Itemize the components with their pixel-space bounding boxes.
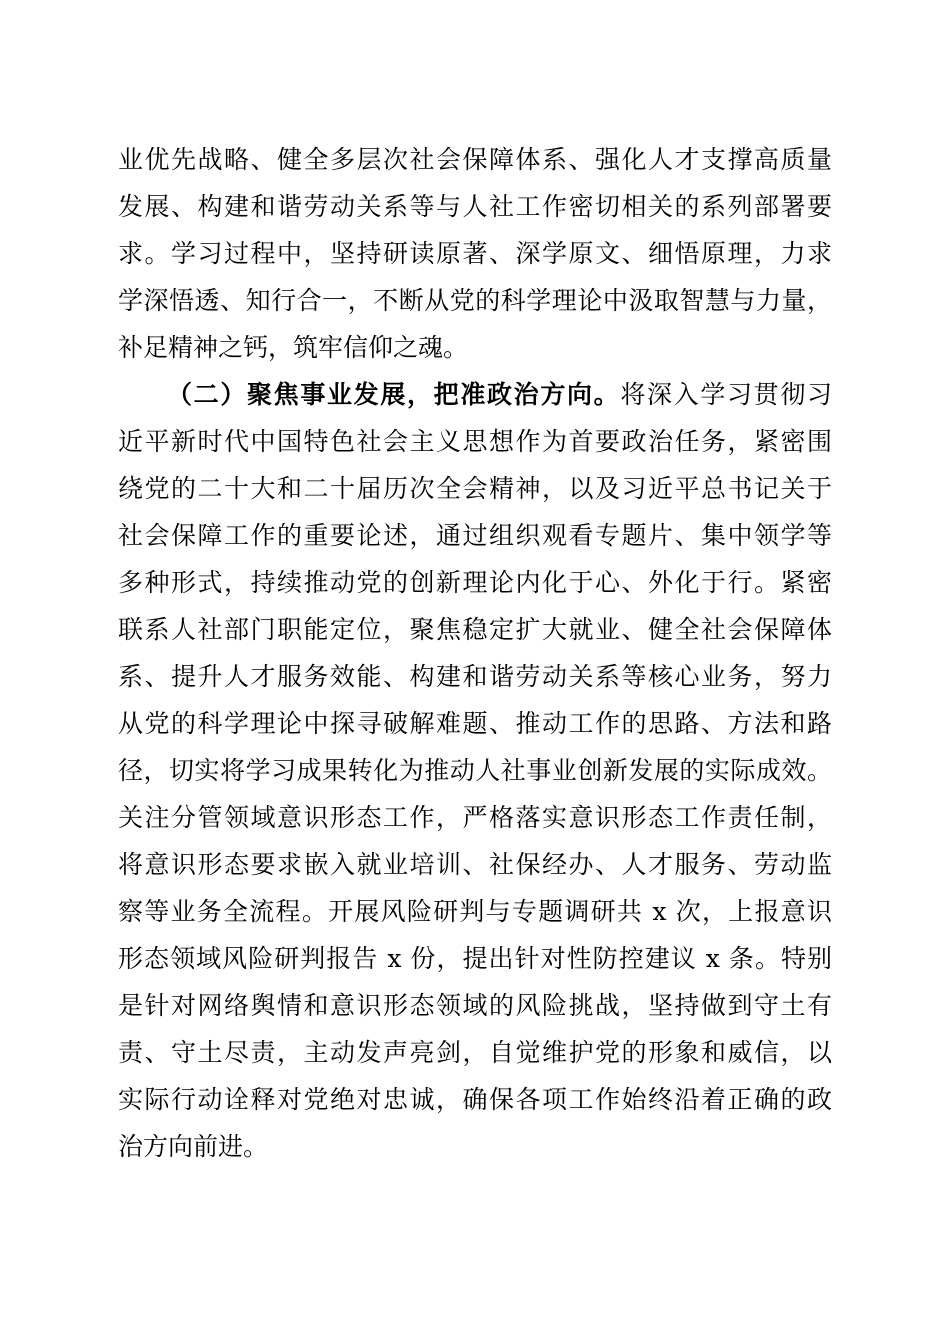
text-line: 求。学习过程中，坚持研读原著、深学原文、细悟原理，力求: [118, 239, 832, 268]
text-line: 径，切实将学习成果转化为推动人社事业创新发展的实际成效。: [118, 756, 832, 785]
paragraph-2: [118, 371, 832, 1170]
section-heading: （二）聚焦事业发展，把准政治方向。: [167, 380, 621, 409]
text-line: 联系人社部门职能定位，聚焦稳定扩大就业、健全社会保障体: [118, 615, 832, 644]
text-line: 学深悟透、知行合一，不断从党的科学理论中汲取智慧与力量，: [118, 286, 832, 315]
heading-line: [118, 371, 832, 418]
text-line: 系、提升人才服务效能、构建和谐劳动关系等核心业务，努力: [118, 662, 832, 691]
paragraph-1: [118, 136, 832, 371]
document-page: [118, 136, 832, 1170]
text-line: 是针对网络舆情和意识形态领域的风险挑战，坚持做到守土有: [118, 991, 832, 1020]
text-line: 将意识形态要求嵌入就业培训、社保经办、人才服务、劳动监: [118, 850, 832, 879]
text-line: 关注分管领域意识形态工作，严格落实意识形态工作责任制，: [118, 803, 832, 832]
text-line: 实际行动诠释对党绝对忠诚，确保各项工作始终沿着正确的政: [118, 1085, 832, 1114]
text-line: 绕党的二十大和二十届历次全会精神，以及习近平总书记关于: [118, 474, 832, 503]
text-line: 多种形式，持续推动党的创新理论内化于心、外化于行。紧密: [118, 568, 832, 597]
text-line: 业优先战略、健全多层次社会保障体系、强化人才支撑高质量: [118, 145, 832, 174]
text-line: 治方向前进。: [118, 1132, 269, 1161]
text-line: 补足精神之钙，筑牢信仰之魂。: [118, 333, 469, 362]
text-line: 察等业务全流程。开展风险研判与专题调研共 x 次，上报意识: [118, 897, 832, 926]
text-line: 从党的科学理论中探寻破解难题、推动工作的思路、方法和路: [118, 709, 832, 738]
text-line: 形态领域风险研判报告 x 份，提出针对性防控建议 x 条。特别: [118, 944, 832, 973]
text-line: 社会保障工作的重要论述，通过组织观看专题片、集中领学等: [118, 521, 832, 550]
text-line: 责、守土尽责，主动发声亮剑，自觉维护党的形象和威信，以: [118, 1038, 832, 1067]
text-line: 近平新时代中国特色社会主义思想作为首要政治任务，紧密围: [118, 427, 832, 456]
text-line: 发展、构建和谐劳动关系等与人社工作密切相关的系列部署要: [118, 192, 832, 221]
heading-line-rest: 将深入学习贯彻习: [620, 380, 832, 409]
